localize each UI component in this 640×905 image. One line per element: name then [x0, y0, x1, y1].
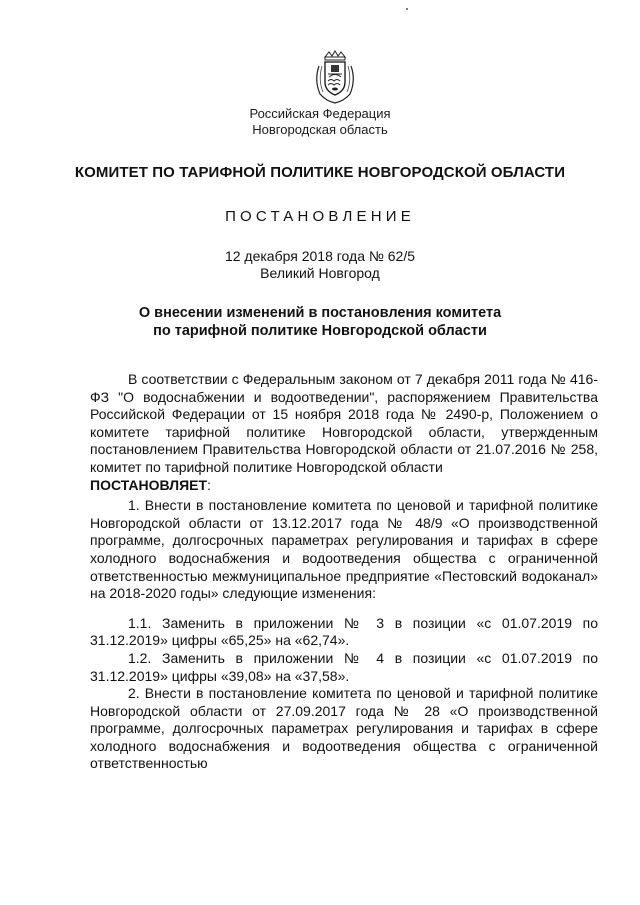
decree-heading	[90, 477, 598, 495]
country-name: Российская Федерация	[249, 106, 391, 121]
subject-line-2: по тарифной политике Новгородской области	[153, 323, 487, 339]
item-1-paragraph: 1. Внести в постановление комитета по ценовой и тарифной политике Новгородской области от 13.12.2017 года № 48/9 «О производственной программе, долгосрочных параметрах регулирования и тарифах в сфере холодного водоснабжения и водоотведения общества с ограниченной ответственностью межмуниципальное предприятие «Пестовский водоканал» на 2018-2020 годы» следующие изменения:	[90, 497, 598, 602]
document-body	[90, 371, 598, 773]
subject-line-1: О внесении изменений в постановления комитета	[138, 305, 502, 321]
decree-colon: :	[207, 476, 211, 493]
item-1-2-paragraph: 1.2. Заменить в приложении № 4 в позиции «с 01.07.2019 по 31.12.2019» цифры «39,08» на «37,58».	[90, 649, 598, 684]
document-city: Великий Новгород	[260, 265, 380, 281]
document-date-number: 12 декабря 2018 года № 62/5	[224, 248, 416, 264]
item-1-1-paragraph: 1.1. Заменить в приложении № 3 в позиции «с 01.07.2019 по 31.12.2019» цифры «65,25» на «62,74».	[90, 614, 598, 649]
region-name: Новгородская область	[252, 122, 388, 137]
item-2-paragraph: 2. Внести в постановление комитета по ценовой и тарифной политике Новгородской области от 27.09.2017 года № 28 «О производственной программе, долгосрочных параметрах регулирования и тарифах в сфере холодного водоснабжения и водоотведения общества с ограниченной ответственностью	[90, 685, 598, 772]
scan-speck	[406, 8, 408, 10]
preamble-paragraph: В соответствии с Федеральным законом от 7 декабря 2011 года № 416-ФЗ "О водоснабжении и водоотведении", распоряжением Правительства Российской Федерации от 15 ноября 2018 года № 2490-р, Положением о комитете тарифной политике Новгородской области, утвержденным постановлением Правительства Новгородской области от 21.07.2016 № 258, комитет по тарифной политике Новгородской области	[90, 371, 598, 475]
novgorod-coat-of-arms-icon	[312, 50, 358, 104]
committee-title: КОМИТЕТ ПО ТАРИФНОЙ ПОЛИТИКЕ НОВГОРОДСКОЙ ОБЛАСТИ	[74, 164, 566, 181]
decree-word: ПОСТАНОВЛЯЕТ	[90, 476, 208, 493]
document-type: ПОСТАНОВЛЕНИЕ	[225, 208, 415, 225]
